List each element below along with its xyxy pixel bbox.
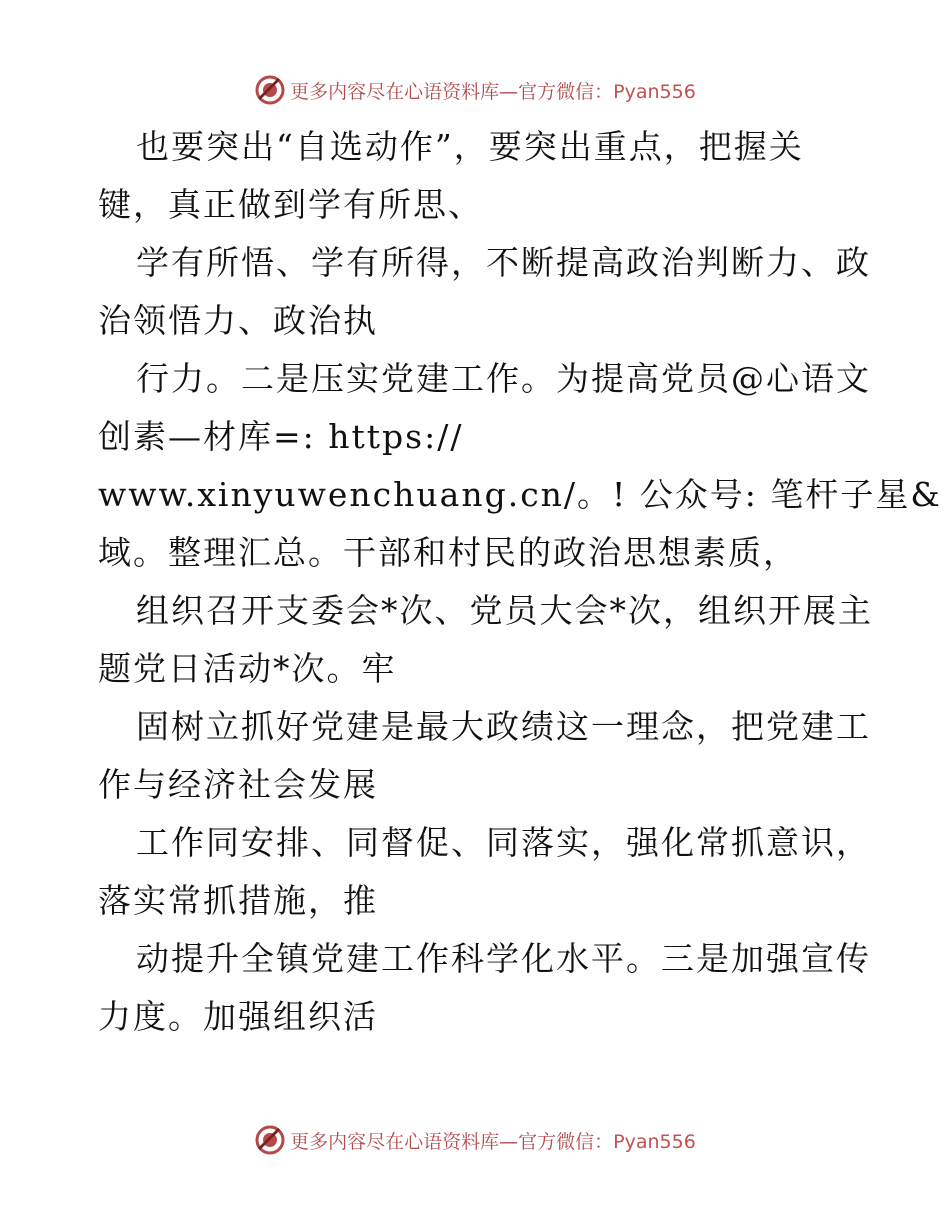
paragraph-6 [98, 814, 871, 930]
header-banner-text [290, 77, 696, 104]
footer-banner [0, 1120, 950, 1160]
paragraph-line: 也要突出“自选动作”，要突出重点，把握关 [136, 127, 804, 166]
footer-banner-text [290, 1127, 696, 1154]
footer-banner-id: Pyan556 [613, 1130, 696, 1153]
paragraph-line: 域。整理汇总。干部和村民的政治思想素质， [98, 533, 798, 572]
header-banner-id: Pyan556 [613, 80, 696, 103]
paragraph-line: 键，真正做到学有所思、 [98, 185, 483, 224]
paragraph-2 [98, 234, 871, 350]
paragraph-line: 创素—材库=: https:// [98, 417, 464, 456]
paragraph-line: www.xinyuwenchuang.cn/。! 公众号: 笔杆子星& [98, 475, 942, 514]
quill-seal-icon [254, 1124, 286, 1156]
paragraph-5 [98, 698, 871, 814]
quill-seal-icon [254, 74, 286, 106]
paragraph-line: 固树立抓好党建是最大政绩这一理念，把党建工 [136, 707, 871, 746]
paragraph-line: 行力。二是压实党建工作。为提高党员@心语文 [136, 359, 871, 398]
footer-banner-label: 更多内容尽在心语资料库—官方微信： [290, 1130, 614, 1153]
paragraph-line: 力度。加强组织活 [98, 997, 378, 1036]
header-banner [0, 70, 950, 110]
paragraph-line: 治领悟力、政治执 [98, 301, 378, 340]
paragraph-line: 落实常抓措施，推 [98, 881, 378, 920]
paragraph-line: 组织召开支委会*次、党员大会*次，组织开展主 [136, 591, 873, 630]
paragraph-3 [98, 350, 942, 582]
paragraph-line: 工作同安排、同督促、同落实，强化常抓意识， [136, 823, 871, 862]
paragraph-line: 题党日活动*次。牢 [98, 649, 397, 688]
paragraph-line: 学有所悟、学有所得，不断提高政治判断力、政 [136, 243, 871, 282]
paragraph-line: 动提升全镇党建工作科学化水平。三是加强宣传 [136, 939, 871, 978]
paragraph-line: 作与经济社会发展 [98, 765, 378, 804]
paragraph-4 [98, 582, 873, 698]
document-body [98, 118, 942, 1046]
paragraph-7 [98, 930, 871, 1046]
paragraph-1 [98, 118, 858, 234]
header-banner-label: 更多内容尽在心语资料库—官方微信： [290, 80, 614, 103]
